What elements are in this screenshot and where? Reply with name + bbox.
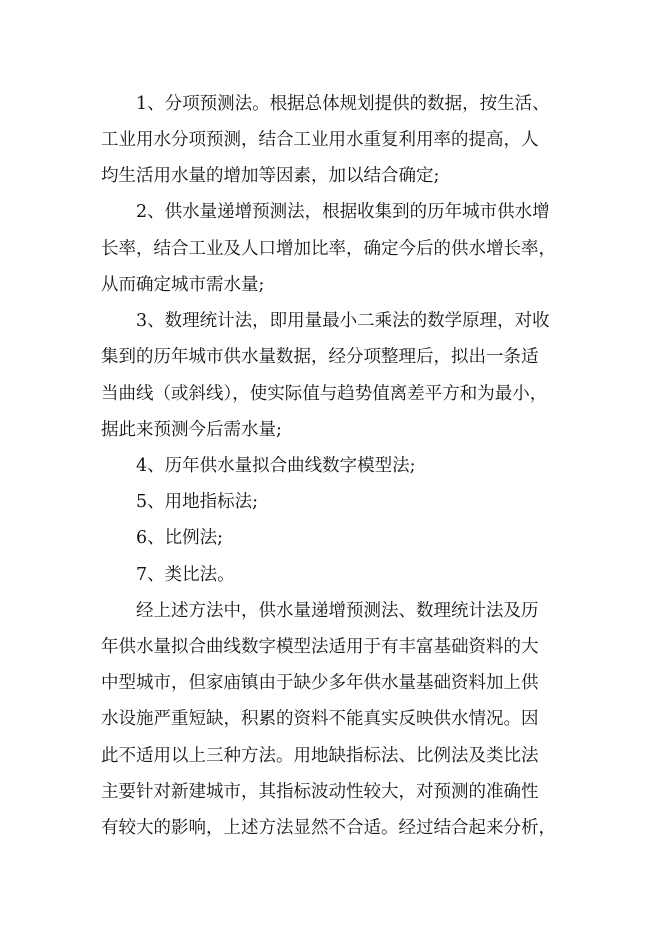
method-6-line: 6、比例法; xyxy=(136,528,224,548)
paragraph-3-line-1: 3、数理统计法，即用量最小二乘法的数学原理，对收 xyxy=(136,311,550,331)
paragraph-2-line-1: 2、供水量递增预测法，根据收集到的历年城市供水增 xyxy=(136,202,550,222)
paragraph-summary-line-5: 此不适用以上三种方法。用地缺指标法、比例法及类比法 xyxy=(101,746,539,766)
paragraph-1-line-2: 工业用水分项预测，结合工业用水重复利用率的提高，人 xyxy=(101,130,539,150)
paragraph-2-line-3: 从而确定城市需水量; xyxy=(101,275,265,295)
paragraph-3-line-2: 集到的历年城市供水量数据，经分项整理后，拟出一条适 xyxy=(101,347,539,367)
method-4-line: 4、历年供水量拟合曲线数字模型法; xyxy=(136,456,416,476)
paragraph-summary-line-7: 有较大的影响，上述方法显然不合适。经过结合起来分析， xyxy=(101,818,556,838)
paragraph-3-line-4: 据此来预测今后需水量; xyxy=(101,420,282,440)
paragraph-summary-line-1: 经上述方法中，供水量递增预测法、数理统计法及历 xyxy=(136,601,539,621)
paragraph-1-line-1: 1、分项预测法。根据总体规划提供的数据，按生活、 xyxy=(136,94,550,114)
paragraph-summary-line-3: 中型城市，但家庙镇由于缺少多年供水量基础资料加上供 xyxy=(101,673,539,693)
paragraph-2-line-2: 长率，结合工业及人口增加比率，确定今后的供水增长率， xyxy=(101,239,556,259)
paragraph-1-line-3: 均生活用水量的增加等因素，加以结合确定; xyxy=(101,166,440,186)
method-5-line: 5、用地指标法; xyxy=(136,492,259,512)
method-7-line: 7、类比法。 xyxy=(136,565,235,585)
paragraph-summary-line-4: 水设施严重短缺，积累的资料不能真实反映供水情况。因 xyxy=(101,709,539,729)
paragraph-summary-line-6: 主要针对新建城市，其指标波动性较大，对预测的准确性 xyxy=(101,782,539,802)
paragraph-summary-line-2: 年供水量拟合曲线数字模型法适用于有丰富基础资料的大 xyxy=(101,637,539,657)
paragraph-3-line-3: 当曲线（或斜线），使实际值与趋势值离差平方和为最小， xyxy=(101,384,548,404)
